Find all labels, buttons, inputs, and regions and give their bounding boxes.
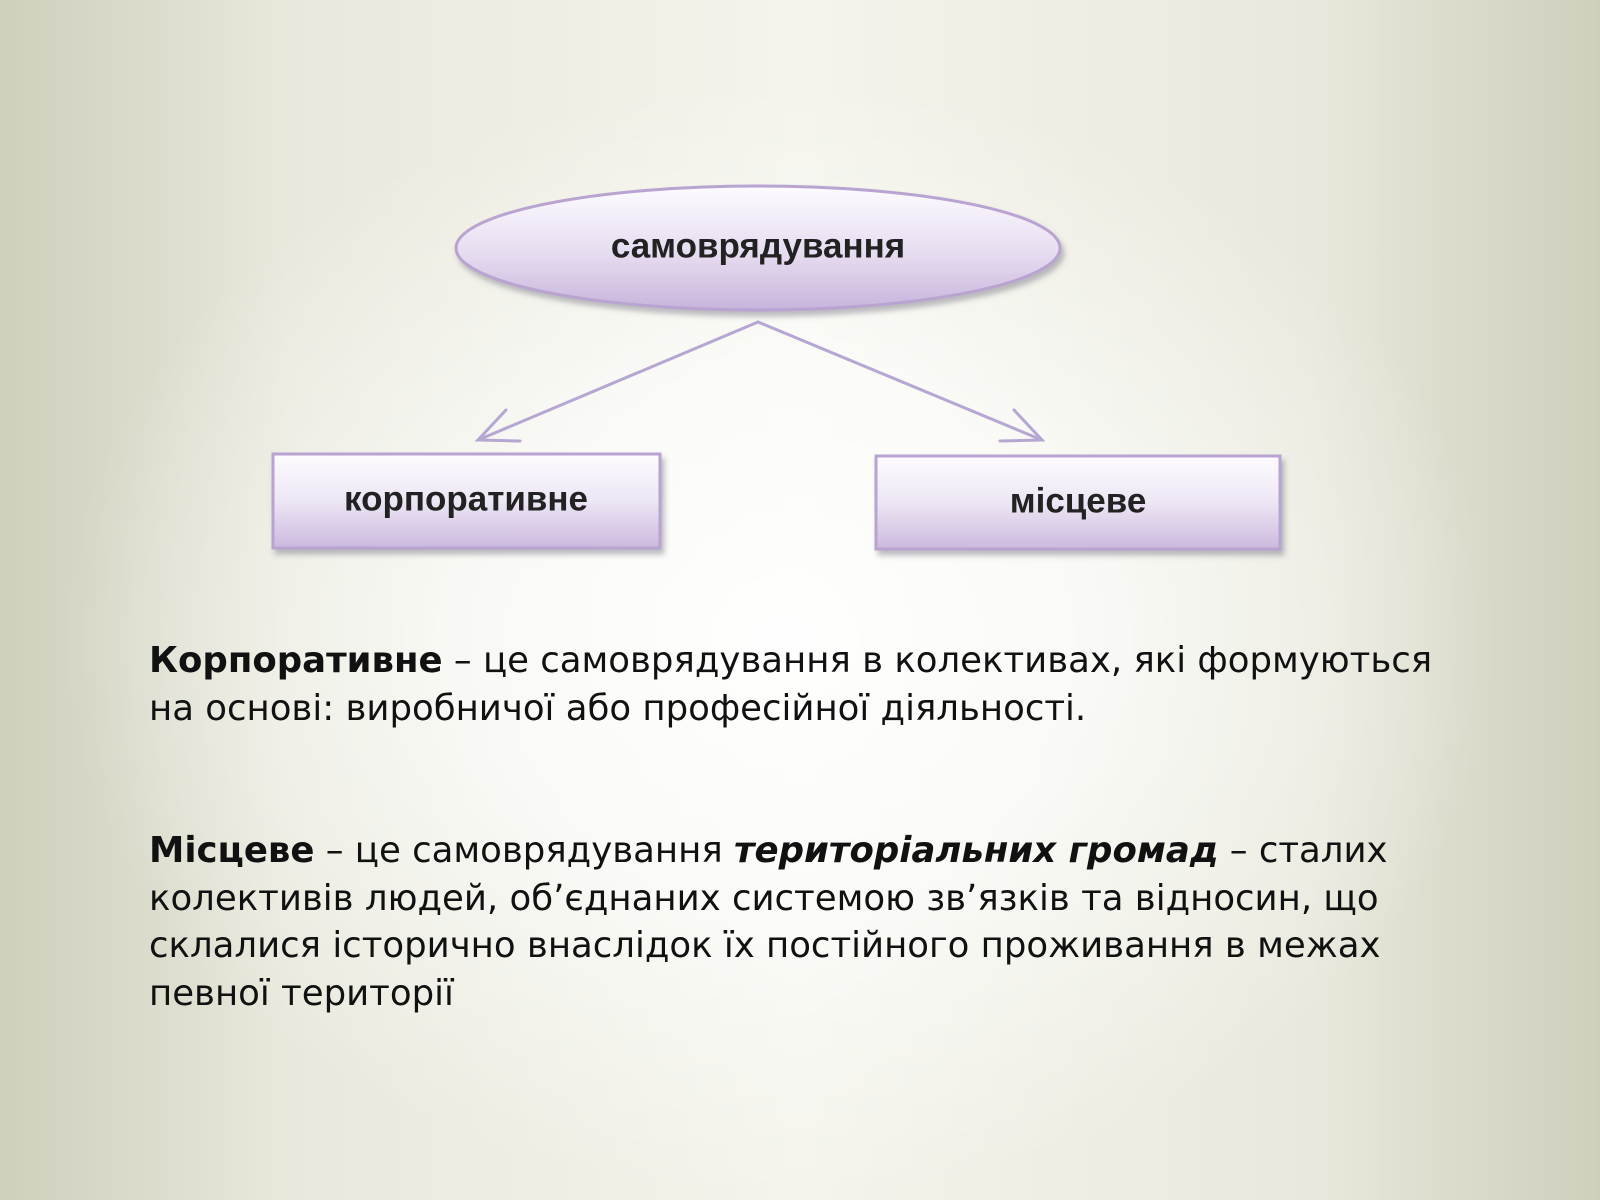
corporate-definition <box>149 637 1449 732</box>
arrow-to-corporate <box>478 322 758 441</box>
corporate-node-label: корпоративне <box>344 479 588 519</box>
local-node-label: місцеве <box>1009 481 1147 521</box>
arrow-to-local <box>758 322 1042 441</box>
root-node <box>456 186 1060 310</box>
root-node-label: самоврядування <box>610 226 906 266</box>
corporate-node <box>273 454 660 548</box>
local-definition-text-end: – сталих колективів людей, об’єднаних системою зв’язків та відносин, що склалися історично внаслідок їх постійного проживання в межах певної території <box>149 830 1388 1014</box>
local-definition <box>149 827 1449 1017</box>
local-definition-text-start: – це самоврядування <box>314 830 734 871</box>
local-term: Місцеве <box>149 830 315 871</box>
territorial-communities-emphasis: територіальних громад <box>733 830 1219 871</box>
local-node <box>876 456 1280 549</box>
corporate-term: Корпоративне <box>149 640 443 681</box>
corporate-definition-text: – це самоврядування в колективах, які формуються на основі: виробничої або професійної діяльності. <box>149 640 1433 729</box>
